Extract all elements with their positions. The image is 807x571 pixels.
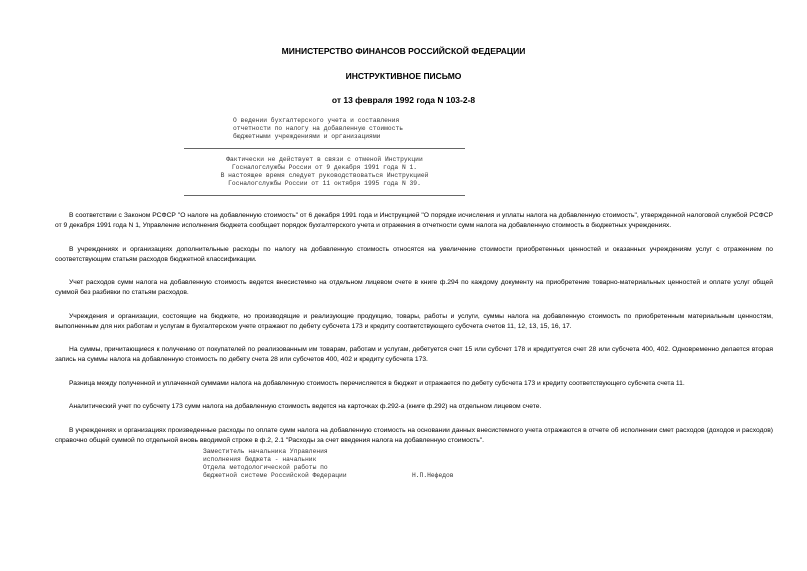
paragraph: В учреждениях и организациях произведенные расходы по оплате сумм налога на добавленную стоимость на основании данных внесистемного учета отражаются в отчете об исполнении смет расходов (доходов и расходов) справочно общей суммой по отдельной вновь вводимой строке в ф.2, 2.1 "Расходы за счет введения налога на добавленную стоимость". bbox=[55, 426, 773, 444]
paragraph: Аналитический учет по субсчету 173 сумм налога на добавленную стоимость ведется на карточках ф.292-а (книге ф.292) на отдельном лицевом счете. bbox=[69, 403, 542, 410]
document-body bbox=[55, 211, 773, 459]
paragraph: Учреждения и организации, состоящие на бюджете, но производящие и реализующие продукцию, товары, работы и услуги, суммы налога на добавленную стоимость по приобретенным материальным ценностям, выполненным для них работам и услугам в бухгалтерском учете отражают по дебету субсчета 173 и кредиту соответствующего субсчета счетов 11, 12, 13, 15, 16, 17. bbox=[55, 312, 773, 330]
status-note: Фактически не действует в связи с отменой Инструкции Госналогслужбы России от 9 декабря 1991 года N 1. В настоящее время следует руководствоваться Инструкцией Госналогслужбы России от 11 октября 1995 года N 39. bbox=[220, 156, 429, 187]
signature-position: Заместитель начальника Управления исполнения бюджета - начальник Отдела методологической работы по бюджетной системе Российской Федерации bbox=[203, 448, 347, 479]
paragraph: В соответствии с Законом РСФСР "О налоге на добавленную стоимость" от 6 декабря 1991 года и Инструкцией "О порядке исчисления и уплаты налога на добавленную стоимость", утвержденной налоговой службой РСФСР от 9 декабря 1991 года N 1, Управление исполнения бюджета сообщает порядок бухгалтерского учета и отражения в отчетности сумм налога на добавленную стоимость в бюджетных учреждениях. bbox=[55, 212, 773, 229]
paragraph: Разница между полученной и уплаченной суммами налога на добавленную стоимость перечисляется в бюджет и отражается по дебету субсчета 173 и кредиту соответствующего субсчета счета 11. bbox=[69, 379, 685, 387]
paragraph: На суммы, причитающиеся к получению от покупателей по реализованным им товарам, работам и услугам, дебетуется счет 15 или субсчет 178 и кредитуется счет 28 или субсчета 400, 402. Одновременно делается вторая запись на суммы налога на добавленную стоимость по дебету счета 28 или субсчетов 400, 402 и кредиту субсчета 173. bbox=[55, 346, 773, 363]
divider-top bbox=[184, 148, 465, 149]
document-subject: О ведении бухгалтерского учета и составления отчетности по налогу на добавленную стоимость бюджетными учреждениями и организациями bbox=[233, 117, 404, 140]
divider-bottom bbox=[184, 195, 465, 196]
ministry-title: МИНИСТЕРСТВО ФИНАНСОВ РОССИЙСКОЙ ФЕДЕРАЦИИ bbox=[281, 46, 526, 56]
document-date-number: от 13 февраля 1992 года N 103-2-8 bbox=[331, 95, 476, 105]
signature-name: Н.П.Нефедов bbox=[412, 472, 454, 479]
paragraph: Учет расходов сумм налога на добавленную стоимость ведется внесистемно на отдельном лицевом счете в книге ф.294 по каждому документу на приобретение товарно-материальных ценностей и оплате услуг общей суммой без разбивки по статьям расходов. bbox=[55, 279, 773, 296]
paragraph: В учреждениях и организациях дополнительные расходы по налогу на добавленную стоимость относятся на увеличение стоимости приобретенных ценностей и оказанных учреждениям услуг с отражением по соответствующим статьям расходов бюджетной классификации. bbox=[55, 245, 773, 263]
document-type: ИНСТРУКТИВНОЕ ПИСЬМО bbox=[345, 71, 462, 81]
